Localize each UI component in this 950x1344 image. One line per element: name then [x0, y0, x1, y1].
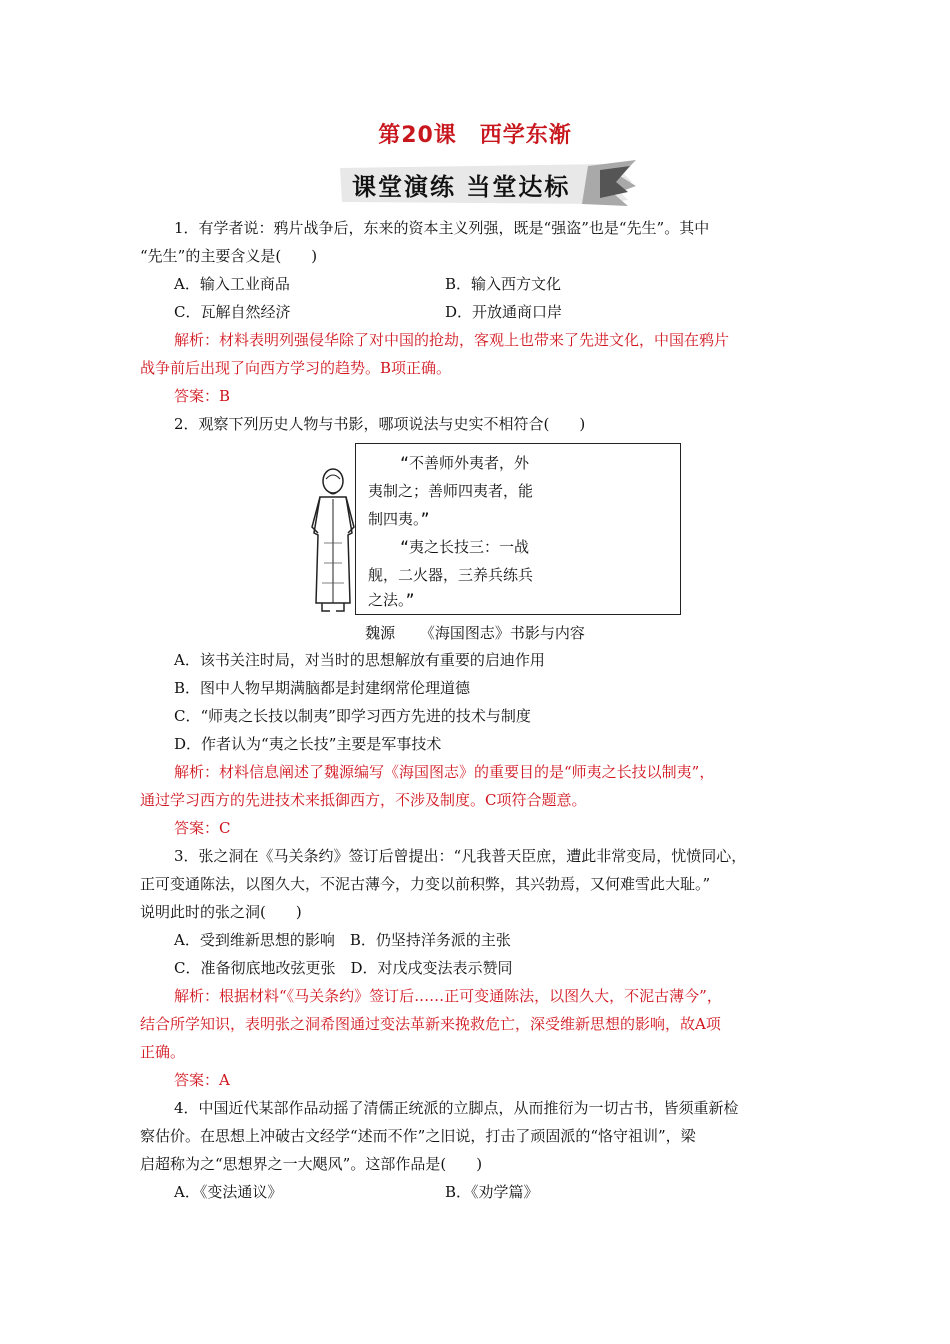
q4-line2: 察估价。在思想上冲破古文经学“述而不作”之旧说，打击了顽固派的“恪守祖训”，梁	[140, 1127, 696, 1145]
q3-line1: 3．张之洞在《马关条约》签订后曾提出：“凡我普天臣庶，遭此非常变局，忧愤同心，	[174, 847, 747, 865]
lesson-title: 第20课 西学东渐	[378, 123, 572, 148]
q3-answer: 答案：A	[174, 1071, 230, 1089]
caption-book: 《海国图志》书影与内容	[419, 624, 585, 642]
q3-analysis-1: 解析：根据材料“《马关条约》签订后……正可变通陈法，以图久大，不泥古薄今”，	[174, 987, 722, 1005]
q3-options-ab: A．受到维新思想的影响 B．仍坚持洋务派的主张	[174, 931, 511, 949]
q4-line3: 启超称为之“思想界之一大飓风”。这部作品是( )	[140, 1155, 483, 1173]
q2-option-d: D．作者认为“夷之长技”主要是军事技术	[174, 735, 442, 753]
quote-line-6: 之法。”	[368, 591, 415, 609]
q1-line1: 1．有学者说：鸦片战争后，东来的资本主义列强，既是“强盗”也是“先生”。其中	[174, 219, 710, 237]
quote-line-5: 舰，二火器，三养兵练兵	[368, 566, 534, 584]
q1-option-a: A．输入工业商品	[174, 275, 290, 293]
banner-text: 课堂演练 当堂达标	[352, 173, 571, 201]
quote-line-3: 制四夷。”	[368, 510, 430, 528]
q2-line1: 2．观察下列历史人物与书影，哪项说法与史实不相符合( )	[174, 415, 586, 433]
q4-option-a: A．《变法通议》	[174, 1183, 283, 1201]
quote-line-1: “不善师外夷者，外	[400, 454, 530, 472]
q1-analysis-1: 解析：材料表明列强侵华除了对中国的抢劫，客观上也带来了先进文化，中国在鸦片	[174, 331, 730, 349]
caption-author: 魏源	[365, 624, 396, 642]
quote-line-4: “夷之长技三：一战	[400, 538, 530, 556]
q1-analysis-2: 战争前后出现了向西方学习的趋势。B项正确。	[140, 359, 452, 377]
q3-line3: 说明此时的张之洞( )	[140, 903, 302, 921]
quote-box	[355, 443, 681, 615]
q2-analysis-2: 通过学习西方的先进技术来抵御西方，不涉及制度。C项符合题意。	[140, 791, 587, 809]
q2-option-b: B．图中人物早期满脑都是封建纲常伦理道德	[174, 679, 471, 697]
q2-answer: 答案：C	[174, 819, 231, 837]
q4-line1: 4．中国近代某部作品动摇了清儒正统派的立脚点，从而推衍为一切古书，皆须重新检	[174, 1099, 739, 1117]
q4-option-b: B．《劝学篇》	[445, 1183, 539, 1201]
q2-option-c: C．“师夷之长技以制夷”即学习西方先进的技术与制度	[174, 707, 531, 725]
q2-option-a: A．该书关注时局，对当时的思想解放有重要的启迪作用	[174, 651, 545, 669]
q2-analysis-1: 解析：材料信息阐述了魏源编写《海国图志》的重要目的是“师夷之长技以制夷”，	[174, 763, 715, 781]
figure-caption	[0, 622, 950, 643]
q1-option-c: C．瓦解自然经济	[174, 303, 291, 321]
q3-options-cd: C．准备彻底地改弦更张 D．对戊戌变法表示赞同	[174, 959, 513, 977]
section-banner	[338, 160, 638, 206]
q3-analysis-2: 结合所学知识，表明张之洞希图通过变法革新来挽救危亡，深受维新思想的影响，故A项	[140, 1015, 721, 1033]
q3-analysis-3: 正确。	[140, 1043, 186, 1061]
q3-line2: 正可变通陈法，以图久大，不泥古薄今，力变以前积弊，其兴勃焉，又何难雪此大耻。”	[140, 875, 711, 893]
q1-option-b: B．输入西方文化	[445, 275, 562, 293]
q1-answer: 答案：B	[174, 387, 231, 405]
quote-line-2: 夷制之；善师四夷者，能	[368, 482, 534, 500]
q1-option-d: D．开放通商口岸	[445, 303, 563, 321]
q1-line2: “先生”的主要含义是( )	[140, 247, 318, 265]
